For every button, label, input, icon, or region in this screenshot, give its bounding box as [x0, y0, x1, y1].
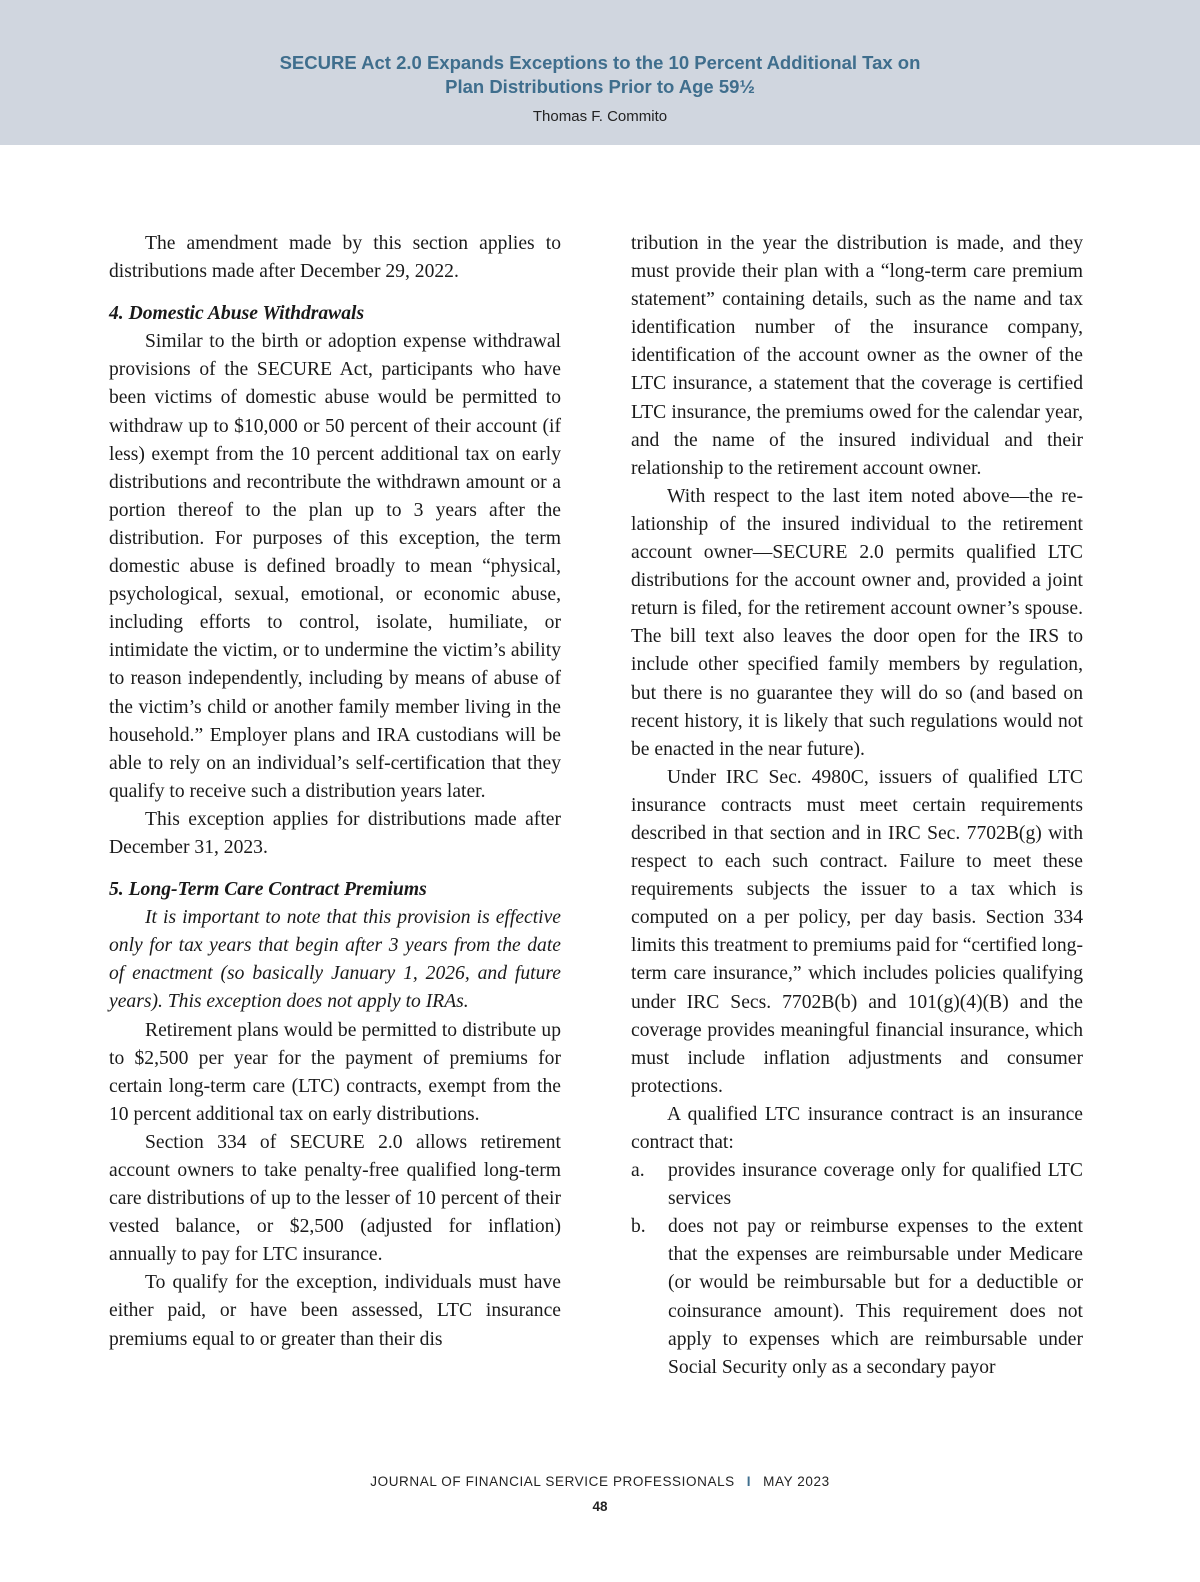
right-column [631, 230, 1083, 1382]
paragraph: Under IRC Sec. 4980C, issuers of qualified LTC insurance contracts must meet certain requirements described in that section and in IRC Sec. 7702B(g) with respect to each such contract. Failure to meet these requirements subjects the issuer to a tax which is computed on a per policy, per day basis. Section 334 limits this treatment to premiums paid for “certified long-term care insurance,” which includes policies qualifying under IRC Secs. 7702B(b) and 101(g)(4)(B) and the coverage provides meaningful financial insurance, which must include inflation adjustments and consumer protections. [631, 766, 1083, 1097]
page-number: 48 [592, 1499, 608, 1514]
list-marker: b. [631, 1216, 646, 1238]
list-item-text: provides insurance coverage only for qualified LTC services [668, 1160, 1083, 1210]
article-title-line2: Plan Distributions Prior to Age 59½ [445, 76, 755, 97]
issue-date: MAY 2023 [763, 1474, 830, 1489]
paragraph: This exception applies for distributions made after December 31, 2023. [109, 808, 561, 858]
paragraph: Similar to the birth or adoption expense withdrawal provisions of the SECURE Act, participants who have been victims of domestic abuse would be permitted to withdraw up to $10,000 or 50 percent of their account (if less) exempt from the 10 percent additional tax on early distributions and recontribute the withdrawn amount or a portion thereof to the plan up to 3 years after the distribution. For purposes of this exception, the term domestic abuse is defined broadly to mean “physical, psychological, sexual, emotional, or economic abuse, including efforts to control, isolate, humiliate, or intimidate the victim, or to undermine the victim’s ability to reason independently, including by means of abuse of the victim’s child or another family member living in the household.” Employer plans and IRA custodians will be able to rely on an individual’s self-certification that they qualify to receive such a distribution years later. [109, 331, 561, 802]
list-marker: a. [631, 1160, 645, 1182]
list-item [631, 1157, 1083, 1213]
paragraph: tribution in the year the distribution is made, and they must provide their plan with a “long-term care premium statement” containing details, such as the name and tax identification number of the insurance company, identification of the account owner as the owner of the LTC insurance, a statement that the coverage is certified LTC insurance, the premiums owed for the calendar year, and the name of the insured individual and their relationship to the retirement account owner. [631, 233, 1083, 479]
footer-journal-line [0, 1474, 1200, 1489]
footer-separator: I [746, 1474, 752, 1489]
paragraph: Section 334 of SECURE 2.0 allows retirement account owners to take penalty-free qualified long-term care distributions of up to the lesser of 10 percent of their vested balance, or $2,500 (adjusted for inflation) annually to pay for LTC insurance. [109, 1131, 561, 1266]
paragraph: The amendment made by this section applies to distributions made after December 29, 2022. [109, 233, 561, 283]
article-author: Thomas F. Commito [532, 108, 668, 125]
paragraph: To qualify for the exception, individuals must have either paid, or have been assessed, LTC insurance premiums equal to or greater than their dis [109, 1272, 561, 1350]
paragraph: Retirement plans would be permitted to distribute up to $2,500 per year for the payment of premiums for certain long-term care (LTC) contracts, exempt from the 10 percent additional tax on early distributions. [109, 1019, 561, 1125]
list-item [631, 1213, 1083, 1382]
left-column [109, 230, 561, 1354]
section-heading-domestic-abuse: 4. Domestic Abuse Withdrawals [109, 303, 365, 325]
article-title [0, 51, 1200, 99]
paragraph: With respect to the last item noted above—the relationship of the insured individual to the retirement account owner—SECURE 2.0 permits qualified LTC distributions for the account owner and, provided a joint return is filed, for the retirement account owner’s spouse. The bill text also leaves the door open for the IRS to include other specified family members by regulation, but there is no guarantee they will do so (and based on recent history, it is likely that such regulations would not be enacted in the near future). [631, 485, 1083, 760]
journal-name: JOURNAL OF FINANCIAL SERVICE PROFESSIONALS [370, 1474, 735, 1489]
list-item-text: does not pay or reimburse expenses to the extent that the expenses are reimbursable under Medicare (or would be reimbursable but for a deductible or coinsurance amount). This requirement does not apply to expenses which are reimbursable under Social Security only as a secondary payor [668, 1216, 1083, 1378]
paragraph: A qualified LTC insurance contract is an insurance contract that: [631, 1103, 1083, 1153]
section-heading-ltc-premiums: 5. Long-Term Care Contract Premiums [109, 879, 427, 901]
italic-note: It is important to note that this provision is effective only for tax years that begin after 3 years from the date of enactment (so basically January 1, 2026, and future years). This exception does not apply to IRAs. [109, 907, 561, 1013]
article-title-line1: SECURE Act 2.0 Expands Exceptions to the 10 Percent Additional Tax on [279, 52, 921, 73]
